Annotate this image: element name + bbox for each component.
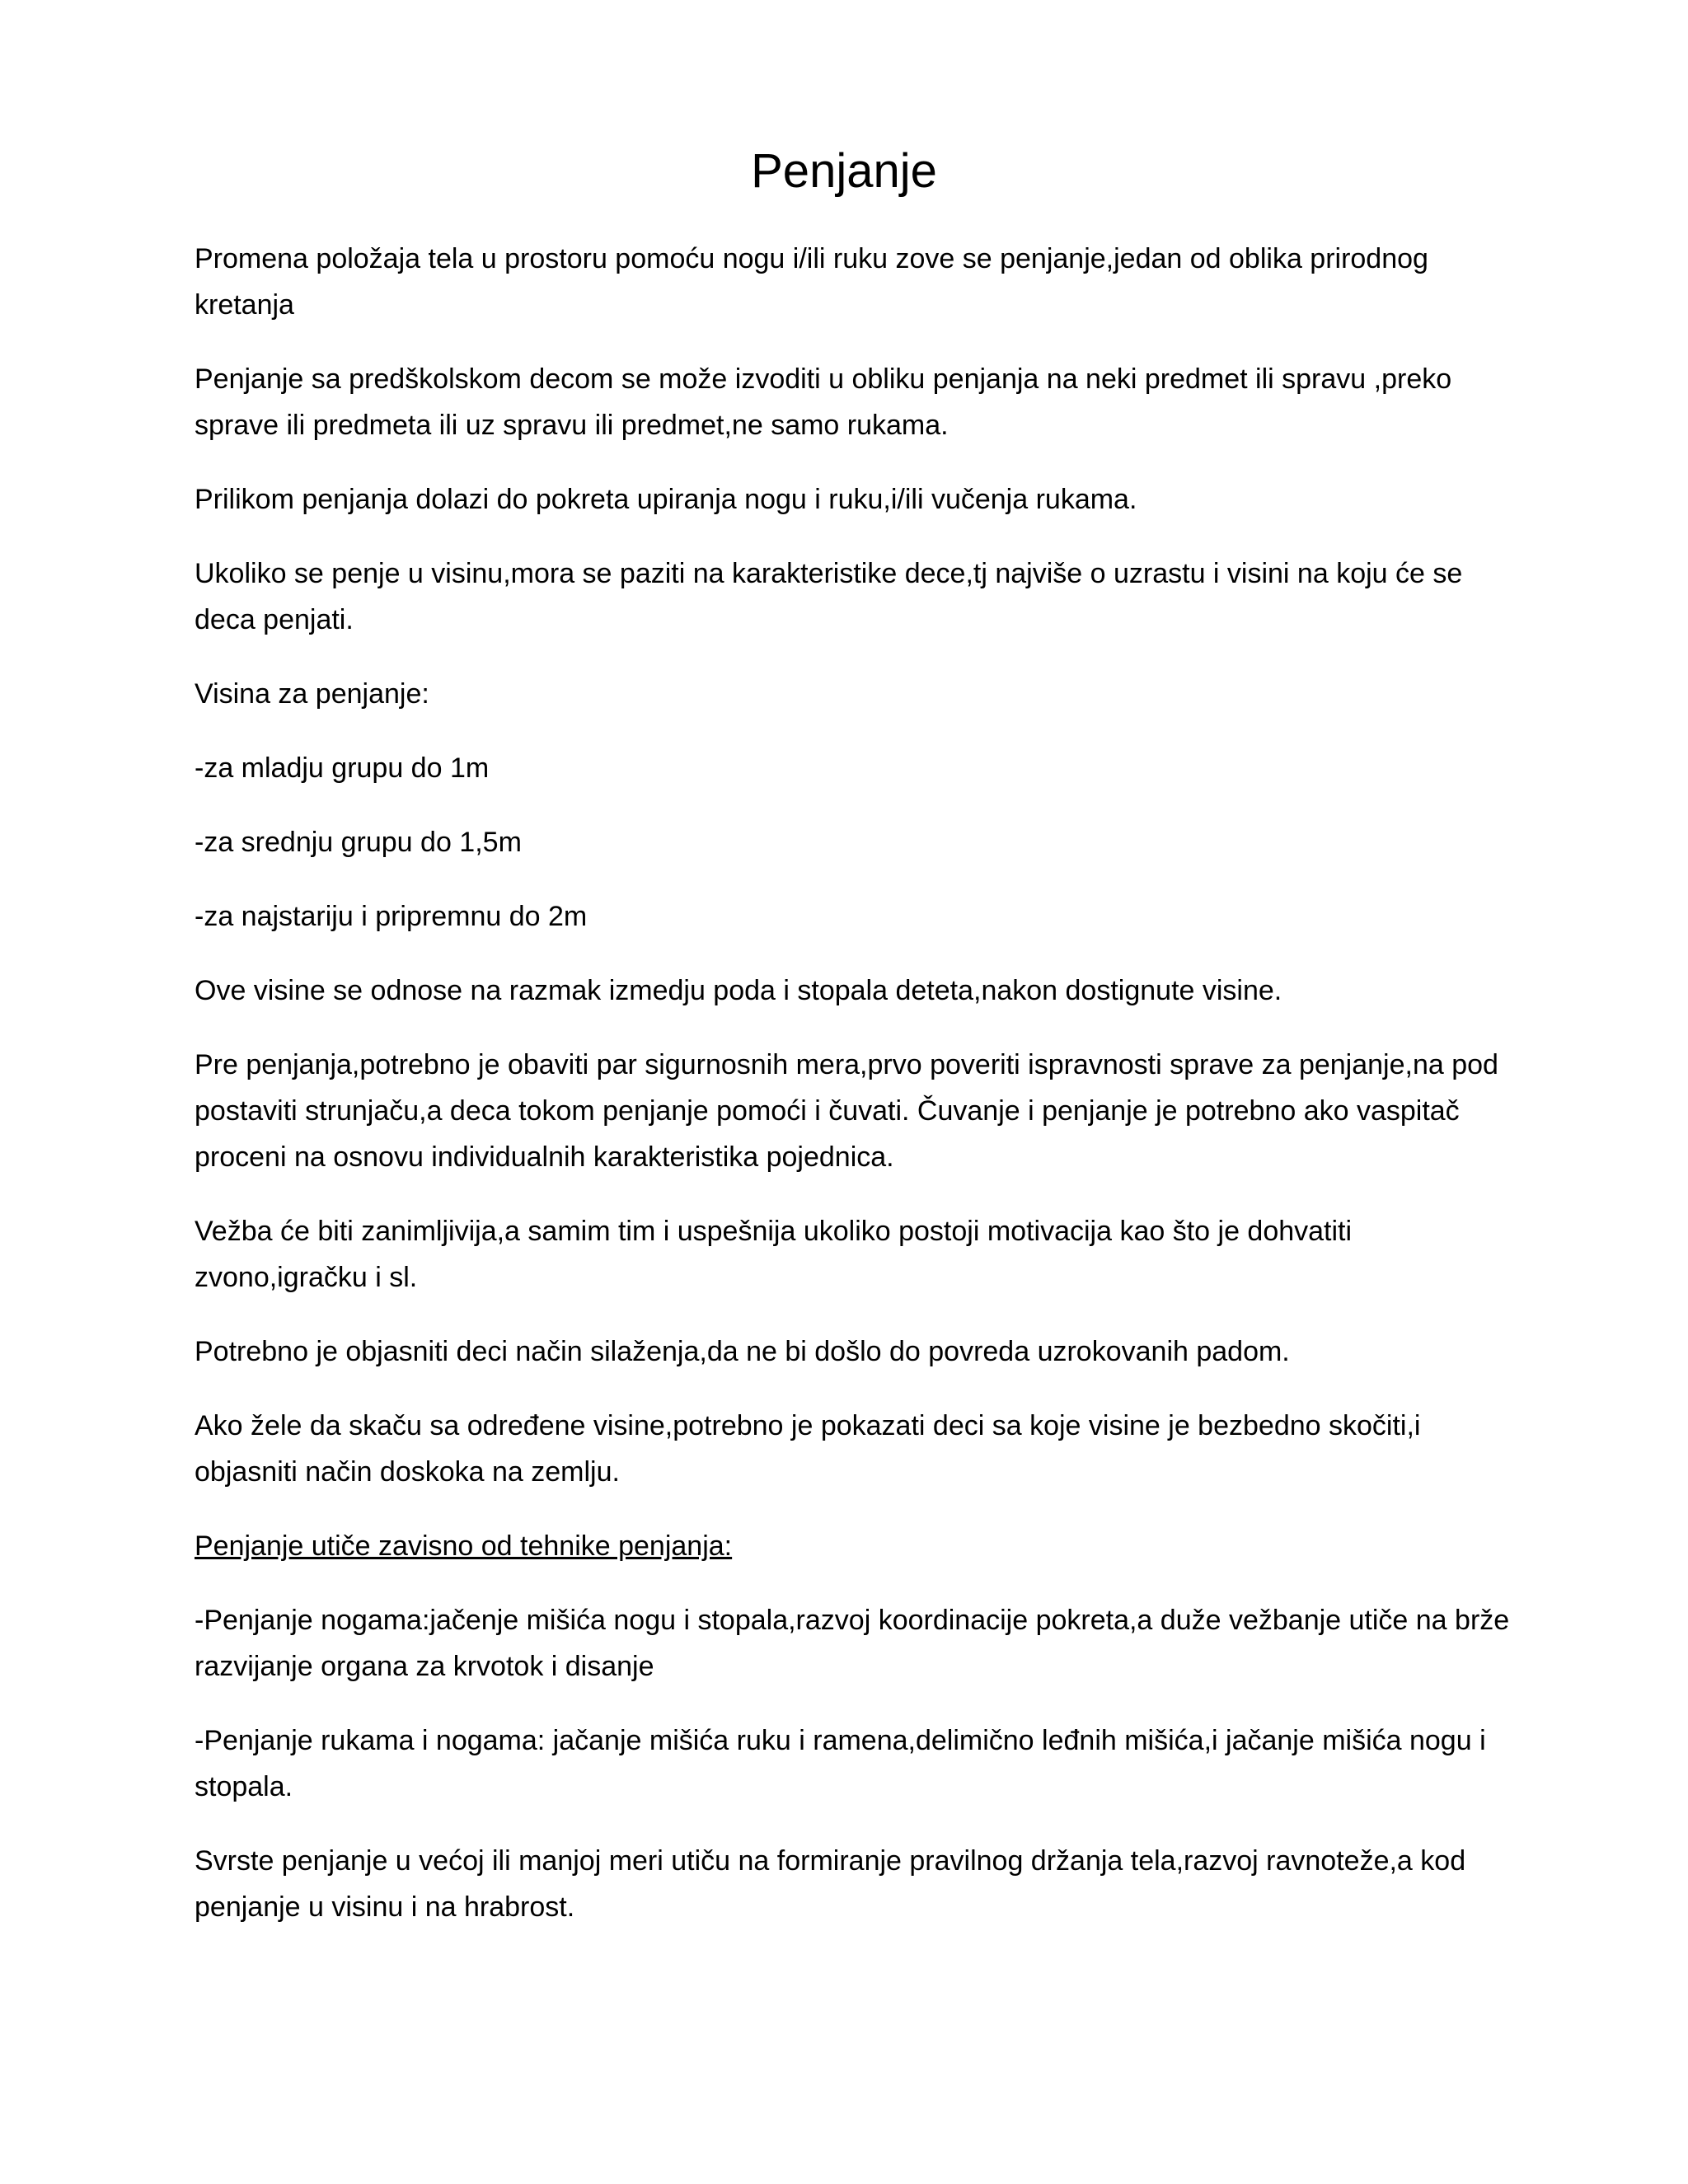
paragraph-height-caution: Ukoliko se penje u visinu,mora se paziti na karakteristike dece,tj najviše o uzrastu i visini na koju će se deca penjati. bbox=[195, 558, 1463, 635]
paragraph-movements: Prilikom penjanja dolazi do pokreta upiranja nogu i ruku,i/ili vučenja rukama. bbox=[195, 484, 1137, 515]
list-item-middle-group: -za srednju grupu do 1,5m bbox=[195, 827, 522, 858]
paragraph-descent: Potrebno je objasniti deci način silaženja,da ne bi došlo do povreda uzrokovanih padom. bbox=[195, 1336, 1290, 1367]
paragraph-safety: Pre penjanja,potrebno je obaviti par sigurnosnih mera,prvo poveriti ispravnosti sprave za penjanje,na pod postaviti strunjaču,a deca tokom penjanje pomoći i čuvati. Čuvanje i penjanje je potrebno ako vaspitač proceni na osnovu individualnih karakteristika pojednica. bbox=[195, 1049, 1498, 1173]
list-item-younger-group: -za mladju grupu do 1m bbox=[195, 752, 490, 784]
document-body bbox=[195, 236, 1513, 1958]
section-heading-technique: Penjanje utiče zavisno od tehnike penjanja: bbox=[195, 1530, 733, 1562]
paragraph-legs-climbing: -Penjanje nogama:jačenje mišića nogu i stopala,razvoj koordinacije pokreta,a duže vežbanje utiče na brže razvijanje organa za krvotok i disanje bbox=[195, 1605, 1510, 1682]
paragraph-height-heading: Visina za penjanje: bbox=[195, 678, 429, 710]
paragraph-height-meaning: Ove visine se odnose na razmak izmedju poda i stopala deteta,nakon dostignute visine. bbox=[195, 975, 1282, 1006]
paragraph-arms-legs-climbing: -Penjanje rukama i nogama: jačanje mišića ruku i ramena,delimično leđnih mišića,i jačanje mišića nogu i stopala. bbox=[195, 1725, 1486, 1802]
list-item-oldest-group: -za najstariju i pripremnu do 2m bbox=[195, 901, 588, 932]
paragraph-definition: Promena položaja tela u prostoru pomoću nogu i/ili ruku zove se penjanje,jedan od oblika prirodnog kretanja bbox=[195, 243, 1428, 321]
paragraph-conclusion: Svrste penjanje u većoj ili manjoj meri utiču na formiranje pravilnog držanja tela,razvoj ravnoteže,a kod penjanje u visinu i na hrabrost. bbox=[195, 1845, 1466, 1923]
paragraph-motivation: Vežba će biti zanimljivija,a samim tim i uspešnija ukoliko postoji motivacija kao što je dohvatiti zvono,igračku i sl. bbox=[195, 1216, 1353, 1293]
document-title: Penjanje bbox=[751, 144, 937, 198]
paragraph-jumping: Ako žele da skaču sa određene visine,potrebno je pokazati deci sa koje visine je bezbedno skočiti,i objasniti način doskoka na zemlju. bbox=[195, 1410, 1421, 1488]
paragraph-preschool: Penjanje sa predškolskom decom se može izvoditi u obliku penjanja na neki predmet ili spravu ,preko sprave ili predmeta ili uz spravu ili predmet,ne samo rukama. bbox=[195, 363, 1452, 441]
